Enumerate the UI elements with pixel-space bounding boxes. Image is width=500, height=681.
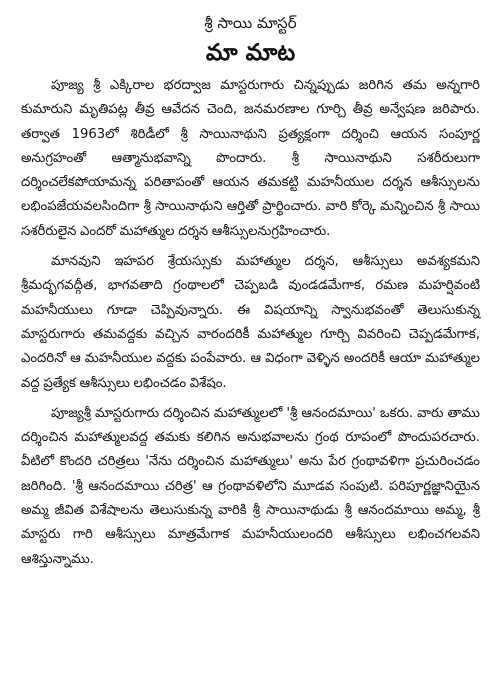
paragraph-2: మానవుని ఇహపర శ్రేయస్సుకు మహాత్ముల దర్శన, ఆశీస్సులు అవశ్యకమని శ్రీమద్భగవద్గీత, భాగవతాది గ్రంథాలలో చెప్పబడి వుండడమేగాక, రమణ మహర్షివంటి మహనీయులు గూడా చెప్పివున్నారు. ఈ విషయాన్ని స్వానుభవంతో తెలుసుకున్న మాస్టరుగారు తమవద్దకు వచ్చిన వారందరికీ మహాత్ముల గూర్చి వివరించి చెప్పడమేగాక, ఎందరినో ఆ మహనీయుల వద్దకు పంపేవారు. ఆ విధంగా వెళ్ళిన అందరికీ ఆయా మహాత్ముల వద్ద ప్రత్యేక ఆశీస్సులు లభించడం విశేషం. <box>21 254 480 391</box>
header-text: శ్రీ సాయి మాస్టర్ <box>204 14 297 32</box>
page-title: మా మాట <box>205 40 296 66</box>
paragraph-3: పూజ్యశ్రీ మాస్టరుగారు దర్శించిన మహాత్ములలో 'శ్రీ ఆనందమాయి' ఒకరు. వారు తాము దర్శించిన మహాత్ములవద్ద తమకు కలిగిన అనుభవాలను గ్రంథ రూపంలో పొందుపరచారు. వీటిలో కొందరి చరిత్రలు 'నేను దర్శించిన మహాత్ములు' అను పేర గ్రంథావళిగా ప్రచురించడం జరిగింది. 'శ్రీ ఆనందమాయి చరిత్ర' ఆ గ్రంథావళిలోని మూడవ సంపుటి. పరిపూర్ణజ్ఞానియైన అమ్మ జీవిత విశేషాలను తెలుసుకున్న వారికి శ్రీ సాయినాథుడు శ్రీ ఆనందమాయి అమ్మ, శ్రీ మాస్టరు గారి ఆశీస్సులు మాత్రమేగాక మహనీయులందరి ఆశీస్సులు లభించగలవని ఆశిస్తున్నాము. <box>21 405 480 567</box>
paragraph-1: పూజ్య శ్రీ ఎక్కిరాల భరద్వాజ మాస్టరుగారు చిన్నప్పుడు జరిగిన తమ అన్నగారి కుమారుని మృతిపట్ల తీవ్ర ఆవేదన చెంది, జనమరణాల గూర్చి తీవ్ర అన్వేషణ జరిపారు. తర్వాత 1963లో శిరిడీలో శ్రీ సాయినాథుని ప్రత్యక్షంగా దర్శించి ఆయన సంపూర్ణ అనుగ్రహంతో ఆత్మానుభవాన్ని పొందారు. శ్రీ సాయినాథుని సశరీరులుగా దర్శించలేకపోయామన్న పరితాపంతో ఆయన తమకట్టి మహనీయుల దర్శన ఆశీస్సులను లభింపజేయవలసిందిగా శ్రీ సాయినాథుని ఆర్తితో ప్రార్థించారు. వారి కోర్కె మన్నించిన శ్రీ సాయి సశరీరులైన ఎందరో మహాత్ముల దర్శన ఆశీస్సులనుగ్రహించారు. <box>21 78 480 239</box>
